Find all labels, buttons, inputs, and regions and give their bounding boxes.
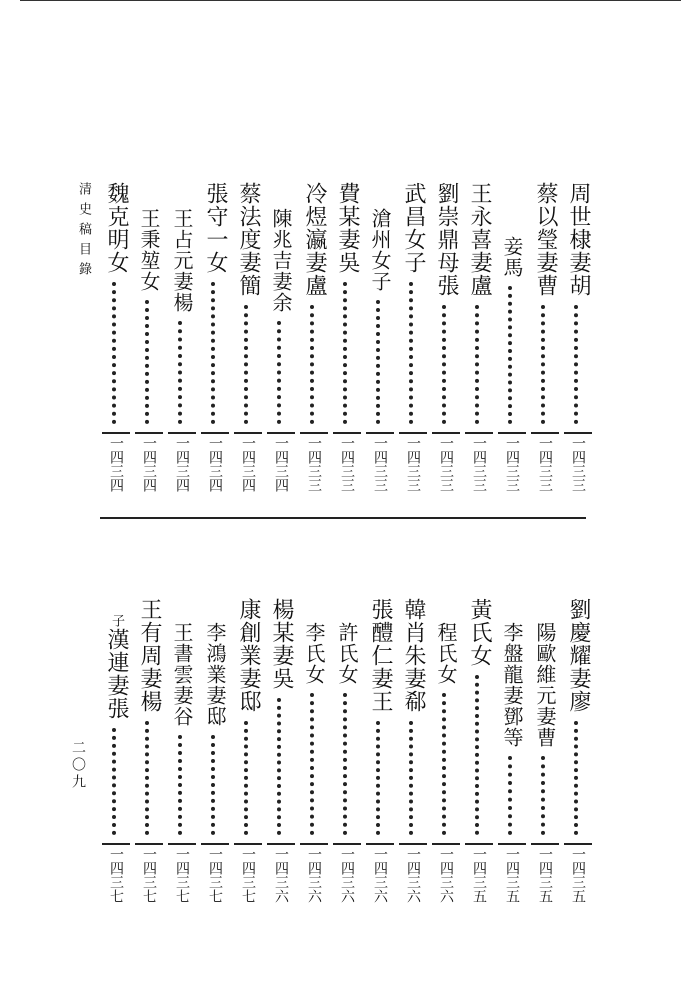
- dot-leader: [376, 721, 384, 835]
- toc-entry: [332, 622, 362, 903]
- dot-leader: [244, 721, 252, 835]
- entry-name: 李盤龍妻鄧等: [500, 622, 524, 748]
- toc-entry: [497, 236, 527, 492]
- entry-page: 一四三五: [564, 843, 592, 903]
- dot-leader: [541, 756, 549, 835]
- entry-page: 一四三六: [366, 843, 394, 903]
- entry-name: 劉崇鼎母張: [434, 182, 459, 297]
- entry-name: 許氏女: [335, 622, 359, 685]
- entry-name: 李鴻業妻邸: [203, 622, 227, 727]
- entry-page: 一四三四: [168, 432, 196, 492]
- entry-page: 一四三三: [300, 432, 328, 492]
- entry-page: 一四三四: [267, 432, 295, 492]
- entry-page: 一四三三: [366, 432, 394, 492]
- toc-entry: [365, 208, 395, 492]
- toc-entry: [530, 622, 560, 903]
- entry-name: 王占元妻楊: [170, 208, 194, 313]
- entry-name: 費某妻吳: [335, 182, 360, 274]
- dot-leader: [508, 756, 516, 835]
- dot-leader: [112, 728, 120, 835]
- toc-entry: [167, 622, 197, 903]
- entry-name: 黃氏女: [467, 598, 492, 667]
- toc-entry: [200, 182, 230, 492]
- entry-page: 一四三七: [234, 843, 262, 903]
- toc-entry: [332, 182, 362, 492]
- entry-page: 一四三四: [234, 432, 262, 492]
- toc-entry: [101, 614, 131, 903]
- entry-name: 漢連妻張: [104, 628, 129, 720]
- toc-entry: [398, 598, 428, 903]
- toc-entry: [530, 182, 560, 492]
- toc-entry: [398, 182, 428, 492]
- entry-page: 一四三四: [201, 432, 229, 492]
- entry-name: 冷煜瀛妻盧: [302, 182, 327, 297]
- entry-name: 王秉堃女: [137, 208, 161, 292]
- entry-page: 一四三四: [102, 432, 130, 492]
- entry-page: 一四三三: [465, 432, 493, 492]
- toc-entry: [365, 598, 395, 903]
- entry-page: 一四三七: [102, 843, 130, 903]
- entry-page: 一四三三: [498, 432, 526, 492]
- toc-entry: [464, 182, 494, 492]
- dot-leader: [376, 300, 384, 424]
- entry-page: 一四三七: [168, 843, 196, 903]
- entry-page: 一四三六: [333, 843, 361, 903]
- dot-leader: [211, 282, 219, 424]
- dot-leader: [310, 305, 318, 424]
- entry-page: 一四三三: [531, 432, 559, 492]
- entry-name: 滄州女子: [368, 208, 392, 292]
- toc-entry: [233, 182, 263, 492]
- dot-leader: [178, 321, 186, 424]
- entry-name: 韓肖朱妻郗: [401, 598, 426, 713]
- entry-name: 程氏女: [434, 622, 458, 685]
- entry-page: 一四三六: [267, 843, 295, 903]
- dot-leader: [409, 721, 417, 835]
- dot-leader: [409, 282, 417, 424]
- toc-entry: [431, 622, 461, 903]
- entry-name: 王永喜妻盧: [467, 182, 492, 297]
- entry-name: 妾馬: [500, 236, 524, 278]
- dot-leader: [244, 305, 252, 424]
- dot-leader: [343, 282, 351, 424]
- toc-entry: [101, 182, 131, 492]
- entry-name: 李氏女: [302, 622, 326, 685]
- toc-entry: [167, 208, 197, 492]
- top-rule: [20, 0, 681, 1]
- running-head: 清史稿目錄: [76, 182, 91, 282]
- entry-page: 一四三六: [432, 843, 460, 903]
- toc-entry: [200, 622, 230, 903]
- dot-leader: [574, 721, 582, 835]
- dot-leader: [574, 305, 582, 424]
- entry-name: 張守一女: [203, 182, 228, 274]
- dot-leader: [211, 735, 219, 835]
- dot-leader: [178, 735, 186, 835]
- dot-leader: [310, 693, 318, 835]
- entry-name: 周世棣妻胡: [566, 182, 591, 297]
- dot-leader: [475, 305, 483, 424]
- entry-page: 一四三五: [465, 843, 493, 903]
- entry-name: 魏克明女: [104, 182, 129, 274]
- entry-name: 陳兆吉妻余: [269, 208, 293, 313]
- entry-name: 康創業妻邸: [236, 598, 261, 713]
- entry-name: 蔡以瑩妻曹: [533, 182, 558, 297]
- entry-name: 王書雲妻谷: [170, 622, 194, 727]
- entry-page: 一四三四: [135, 432, 163, 492]
- entry-page: 一四三五: [531, 843, 559, 903]
- toc-entry: [299, 622, 329, 903]
- entry-page: 一四三三: [333, 432, 361, 492]
- toc-entry: [299, 182, 329, 492]
- dot-leader: [475, 675, 483, 835]
- entry-name: 武昌女子: [401, 182, 426, 274]
- toc-entry: [497, 622, 527, 903]
- toc-entry: [431, 182, 461, 492]
- toc-entry: [266, 208, 296, 492]
- entry-page: 一四三三: [432, 432, 460, 492]
- entry-page: 一四三七: [135, 843, 163, 903]
- entry-name: 蔡法度妻簡: [236, 182, 261, 297]
- page-number: 二〇九: [70, 740, 86, 791]
- section-divider: [100, 517, 586, 519]
- toc-entry: [563, 182, 593, 492]
- toc-entry: [233, 598, 263, 903]
- dot-leader: [112, 282, 120, 424]
- entry-name: 張醴仁妻王: [368, 598, 393, 713]
- entry-page: 一四三三: [399, 432, 427, 492]
- dot-leader: [277, 698, 285, 835]
- entry-name: 劉慶耀妻廖: [566, 598, 591, 713]
- toc-entry: [134, 598, 164, 903]
- entry-name: 陽歐維元妻曹: [533, 622, 557, 748]
- dot-leader: [442, 305, 450, 424]
- dot-leader: [277, 321, 285, 424]
- dot-leader: [343, 693, 351, 835]
- toc-entry: [266, 598, 296, 903]
- toc-entry: [563, 598, 593, 903]
- toc-entry: [464, 598, 494, 903]
- dot-leader: [145, 300, 153, 424]
- entry-page: 一四三三: [564, 432, 592, 492]
- entry-page: 一四三五: [498, 843, 526, 903]
- entry-prefix: 子: [109, 614, 124, 628]
- toc-entry: [134, 208, 164, 492]
- entry-page: 一四三六: [399, 843, 427, 903]
- dot-leader: [508, 286, 516, 424]
- dot-leader: [145, 721, 153, 835]
- entry-page: 一四三六: [300, 843, 328, 903]
- entry-name: 楊某妻吳: [269, 598, 294, 690]
- entry-name: 王有周妻楊: [137, 598, 162, 713]
- entry-page: 一四三七: [201, 843, 229, 903]
- dot-leader: [541, 305, 549, 424]
- dot-leader: [442, 693, 450, 835]
